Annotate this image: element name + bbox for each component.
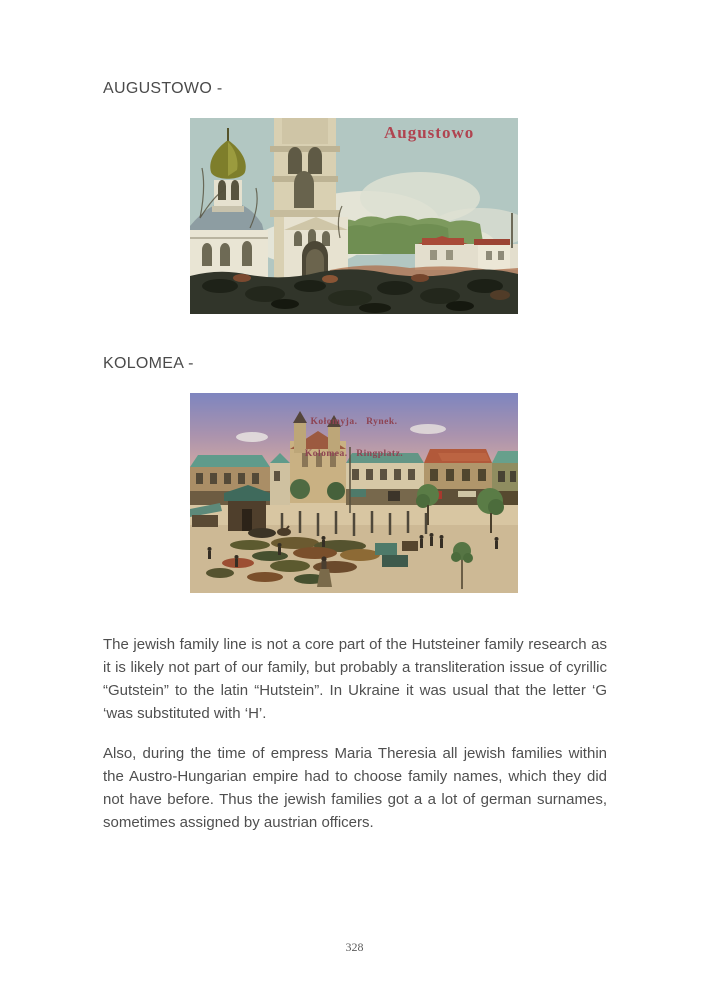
kolomea-postcard-image bbox=[190, 393, 518, 593]
kolomea-postcard-caption-overlay bbox=[190, 396, 518, 480]
kolomea-caption-line1: Kołomyja. Rynek. bbox=[310, 417, 398, 427]
augustowo-postcard-title-overlay: Augustowo bbox=[384, 123, 475, 142]
heading-augustowo: AUGUSTOWO - bbox=[103, 80, 223, 97]
paragraph-maria-theresia: Also, during the time of empress Maria Theresia all jewish families within the Austro-Hungarian empire had to choose family names, which they did not have before. Thus the jewish families got a a lot of german surnames, sometimes assigned by austrian officers. bbox=[103, 745, 607, 831]
augustowo-postcard-image bbox=[190, 118, 518, 314]
heading-kolomea: KOLOMEA - bbox=[103, 355, 194, 372]
kolomea-caption-line2: Kolomea. Ringplatz. bbox=[304, 448, 404, 459]
augustowo-postcard-illustration bbox=[190, 118, 518, 314]
paragraph-transliteration: The jewish family line is not a core part of the Hutsteiner family research as it is likely not part of our family, but probably a transliteration issue of cyrillic “Gutstein” to the latin “Hutstein”. In Ukraine it was usual that the letter ‘G ‘was substituted with ‘H’. bbox=[103, 636, 607, 722]
page-number: 328 bbox=[345, 940, 364, 954]
